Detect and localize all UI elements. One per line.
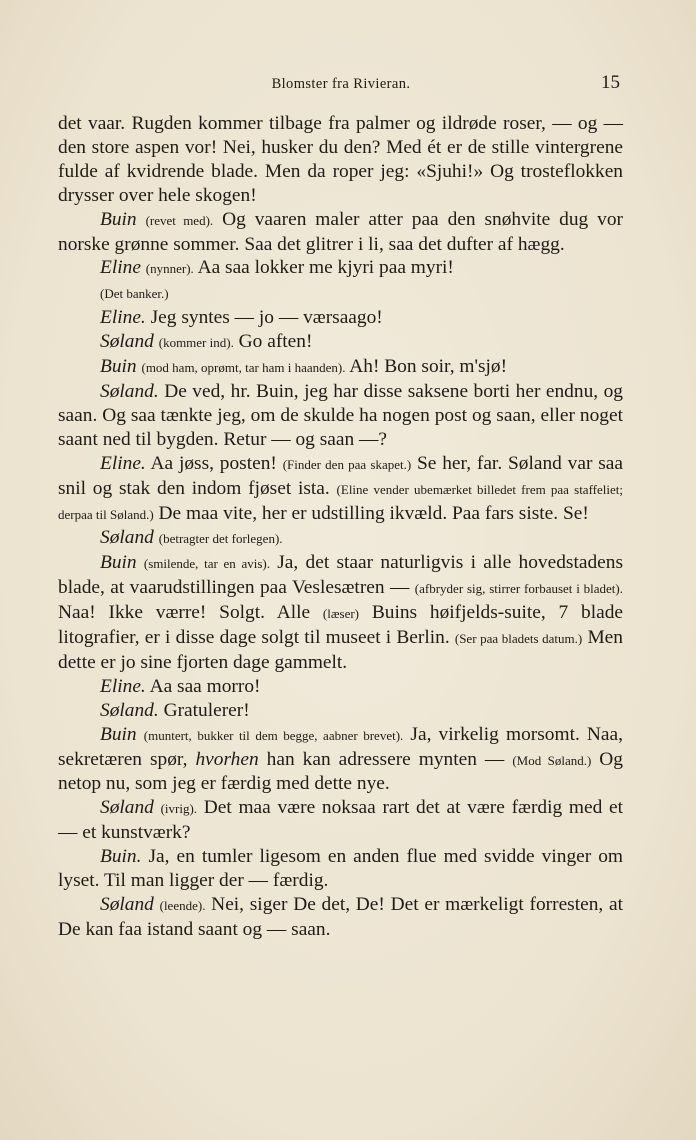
speaker-name: Buin. [100,846,142,868]
dialogue-text: Ja, virkelig morsomt. Naa, sekretæren spør, [58,723,623,770]
emphasis: hvorhen [195,748,259,770]
dialogue-text: Ah! Bon soir, m'sjø! [345,356,508,378]
stage-direction: (leende). [159,898,206,913]
dialogue-text: Ja, det staar naturligvis i alle hovedstadens blade, at vaarudstillingen paa Veslesætren — [58,552,623,599]
stage-direction: (nynner). [145,261,194,277]
stage-direction: (betragter det forlegen). [158,531,283,547]
dialogue-text: Jeg syntes — jo — værsaago! [150,307,383,329]
page-number: 15 [601,72,620,93]
dialogue-text: Men dette er jo sine fjorten dage gammelt. [58,627,623,673]
dialogue-text: Nei, siger De det, De! Det er mærkeligt forresten, at De kan faa istand saant og — saan. [58,894,623,940]
dialogue-text: Se her, far. Søland var saa snil og stak den indom fjøset ista. [58,452,623,499]
paragraph [58,208,623,257]
paragraph [58,551,623,675]
paragraph [58,380,623,452]
page-header [58,72,624,98]
stage-direction: (afbryder sig, stirrer forbauset i bladet). [414,581,623,597]
stage-direction: (Eline vender ubemærket billedet frem paa staffeliet; derpaa til Søland.) [58,481,623,522]
dialogue-text: Det maa være noksaa rart det at være færdig med et — et kunstværk? [58,797,623,844]
body-text [58,112,623,942]
paragraph [58,256,623,281]
paragraph [58,845,623,893]
dialogue-text: han kan adressere mynten — [258,748,513,770]
paragraph [58,675,623,699]
speaker-name: Buin [100,552,137,574]
speaker-name: Buin [100,208,137,230]
speaker-name: Buin [100,723,137,745]
paragraph [58,699,623,723]
stage-direction: (Mod Søland.) [512,752,592,768]
dialogue-text: Aa saa lokker me kjyri paa myri! [193,257,454,279]
dialogue-text: Go aften! [233,331,313,353]
paragraph [58,330,623,355]
paragraph [58,355,623,380]
dialogue-text: Gratulerer! [163,699,250,721]
speaker-name: Eline [100,257,141,279]
dialogue-text: Buins høifjelds-suite, 7 blade litografier, er i disse dage solgt til museet i Berlin. [58,602,623,649]
paragraph [58,306,623,330]
speaker-name: Buin [100,356,137,378]
speaker-name: Søland. [100,699,159,721]
dialogue-text: Og netop nu, som jeg er færdig med dette nye. [58,748,623,795]
paragraph [58,112,623,208]
stage-direction: (Ser paa bladets datum.) [454,631,583,647]
dialogue-text: Aa saa morro! [149,675,261,697]
stage-direction: (smilende, tar en avis). [143,556,270,572]
speaker-name: Søland [100,797,154,819]
stage-direction: (Det banker.) [100,286,169,302]
stage-direction: (læser) [322,606,360,622]
paragraph [58,452,623,527]
dialogue-text: det vaar. Rugden kommer tilbage fra palmer og ildrøde roser, — og — den store aspen vor! Nei, husker du den? Med ét er de stille vintergrene fulde af kvidrende blade. Men da roper jeg: «Sjuhi!» Og trosteflokken drysser over hele skogen! [58,113,623,206]
stage-direction: (revet med). [145,212,214,228]
stage-direction: (Finder den paa skapet.) [282,456,412,472]
paragraph [58,893,623,942]
speaker-name: Søland [100,527,154,549]
stage-direction: (kommer ind). [158,335,234,351]
dialogue-text: De maa vite, her er udstilling ikvæld. Paa fars siste. Se! [153,502,589,524]
stage-direction: (muntert, bukker til dem begge, aabner brevet). [143,727,404,743]
speaker-name: Søland [100,331,154,353]
paragraph [58,526,623,551]
dialogue-text: Og vaaren maler atter paa den snøhvite dug vor norske grønne sommer. Saa det glitrer i li, saa det dufter af hægg. [58,208,623,255]
running-title: Blomster fra Rivieran. [271,76,411,92]
stage-direction: (mod ham, oprømt, tar ham i haanden). [141,360,346,376]
dialogue-text: Naa! Ikke værre! Solgt. Alle [58,602,323,624]
dialogue-text: De ved, hr. Buin, jeg har disse saksene borti her endnu, og saan. Og saa tænkte jeg, om de skulde ha nogen post og saan, eller noget saant ned til bygden. Retur — og saan —? [58,380,623,450]
paragraph [58,723,623,797]
speaker-name: Eline. [100,675,146,697]
paragraph [58,281,623,306]
speaker-name: Søland [100,894,154,915]
speaker-name: Eline. [100,307,146,329]
speaker-name: Eline. [100,452,146,474]
speaker-name: Søland. [100,380,159,402]
stage-direction: (ivrig). [160,801,198,817]
dialogue-text: Ja, en tumler ligesom en anden flue med svidde vinger om lyset. Til man ligger der — færdig. [58,846,623,892]
paragraph [58,796,623,845]
dialogue-text: Aa jøss, posten! [150,452,283,474]
